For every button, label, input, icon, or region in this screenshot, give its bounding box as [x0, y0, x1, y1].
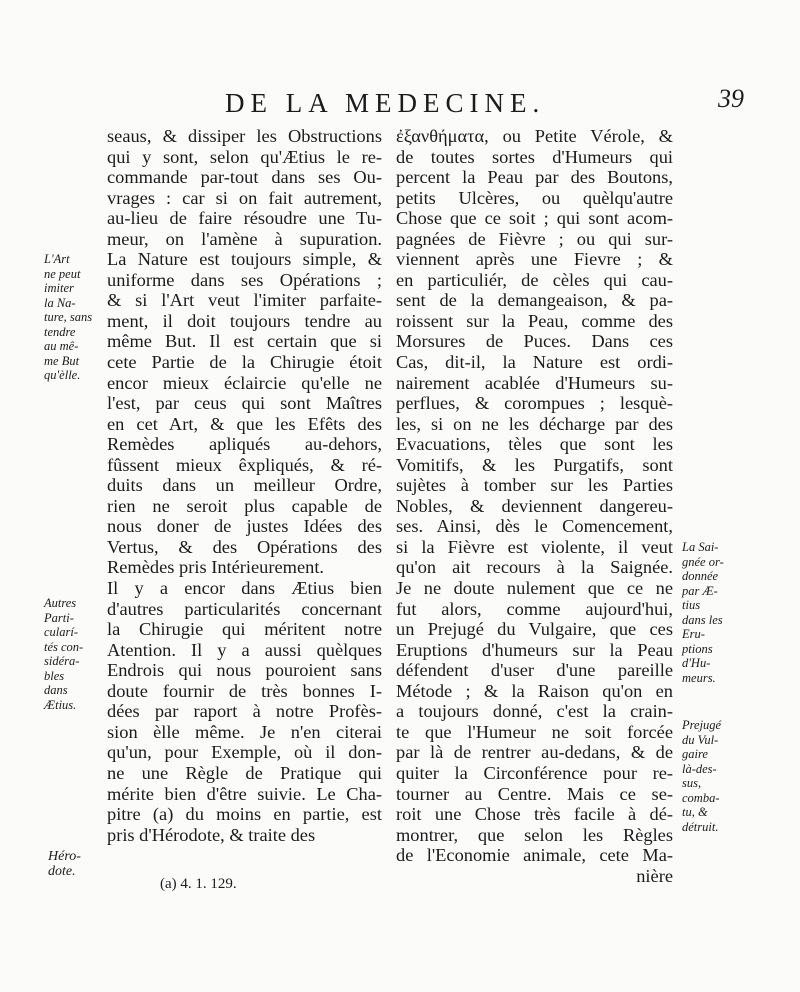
text-line: viennent après une Fievre ; &	[396, 249, 673, 270]
right-text-column	[396, 126, 673, 886]
text-line: vrages : car si on fait autrement,	[107, 187, 382, 208]
text-line: Remèdes apliqués au-dehors,	[107, 434, 382, 455]
margin-note-line: tu, &	[682, 805, 708, 819]
text-line: Nobles, & deviennent dangereu-	[396, 495, 673, 516]
text-line: nous doner de justes Idées des	[107, 516, 382, 537]
margin-note-line: bles	[44, 668, 65, 683]
text-line: un Prejugé du Vulgaire, que ces	[396, 619, 673, 640]
text-line: uniforme dans ses Opérations ;	[107, 269, 382, 290]
text-line: ἐξανθήματα, ou Petite Vérole, &	[396, 126, 673, 146]
text-line: Morsures de Puces. Dans ces	[396, 331, 673, 352]
text-line: roit une Chose très facile à dé-	[396, 804, 673, 825]
text-line: qui y sont, selon qu'Ætius le re-	[107, 146, 382, 167]
text-line: Vertus, & des Opérations des	[107, 536, 382, 557]
text-line: duits dans un meilleur Ordre,	[107, 475, 382, 496]
text-line: ment, il doit toujours tendre au	[107, 310, 382, 331]
margin-note-line: gaire	[682, 747, 708, 761]
text-line: Eruptions d'humeurs sur la Peau	[396, 639, 673, 660]
text-line: l'est, par ceus qui sont Maîtres	[107, 393, 382, 414]
margin-note-art	[44, 252, 92, 383]
text-line: te que l'Humeur ne soit forcée	[396, 721, 673, 742]
text-line: percent la Peau par des Boutons,	[396, 167, 673, 188]
text-line: ne une Règle de Pratique qui	[107, 762, 382, 783]
text-line: rien ne seroit plus capable de	[107, 495, 382, 516]
margin-note-line: la Na-	[44, 295, 76, 310]
text-line: sent de la demangeaison, & pa-	[396, 290, 673, 311]
text-line: au-lieu de faire résoudre une Tu-	[107, 208, 382, 229]
text-line: d'autres particularités concernant	[107, 598, 382, 619]
text-line: quiter la Circonférence pour re-	[396, 762, 673, 783]
page-number: 39	[718, 84, 744, 113]
text-line: qu'un, pour Exemple, où il don-	[107, 742, 382, 763]
text-line: Remèdes pris Intérieurement.	[107, 557, 325, 578]
text-line: sion èlle même. Je n'en citerai	[107, 721, 382, 742]
text-line: La Nature est toujours simple, &	[107, 249, 382, 270]
margin-note-saignee	[682, 540, 724, 685]
margin-note-line: tés con-	[44, 639, 84, 654]
margin-note-line: Eru-	[682, 627, 705, 641]
text-line: petits Ulcères, ou quèlqu'autre	[396, 187, 673, 208]
margin-note-line: tius	[682, 598, 701, 612]
text-line: Cas, dit-il, la Nature est ordi-	[396, 352, 673, 373]
text-line: encor mieux éclaircie qu'elle ne	[107, 372, 382, 393]
margin-note-prejuge	[682, 718, 721, 834]
text-line: si la Fièvre est violente, il veut	[396, 536, 673, 557]
text-line: nairement acablée d'Humeurs su-	[396, 372, 673, 393]
text-line: nière	[636, 865, 673, 886]
text-line: commande par-tout dans ses Ou-	[107, 167, 382, 188]
text-line: & si l'Art veut l'imiter parfaite-	[107, 290, 382, 311]
text-line: Je ne doute nulement que ce ne	[396, 578, 673, 599]
running-header: DE LA MEDECINE.	[225, 88, 546, 118]
margin-note-line: au mê-	[44, 339, 79, 353]
text-line: meur, on l'amène à supuration.	[107, 228, 382, 249]
text-line: en cet Art, & que les Efêts des	[107, 413, 382, 434]
margin-note-line: Ætius.	[44, 697, 77, 712]
margin-note-line: détruit.	[682, 819, 719, 834]
text-line: de l'Economie animale, cete Ma-	[396, 845, 673, 866]
margin-note-line: cularí-	[44, 625, 79, 639]
text-line: seaus, & dissiper les Obstructions	[107, 126, 382, 146]
margin-note-line: dans les	[682, 612, 723, 627]
text-line: de toutes sortes d'Humeurs qui	[396, 146, 673, 167]
text-line: cete Partie de la Chirugie étoit	[107, 352, 382, 373]
margin-note-line: du Vul-	[682, 732, 719, 747]
text-line: par là de rentrer au-dedans, & de	[396, 742, 673, 763]
text-line: fûssent mieux êxpliqués, & ré-	[107, 454, 382, 475]
text-line: en particuliér, de cèles qui cau-	[396, 269, 673, 290]
text-line: Il y a encor dans Ætius bien	[107, 578, 382, 599]
margin-note-line: tendre	[44, 324, 76, 339]
text-line: roissent sur la Peau, comme des	[396, 310, 673, 331]
text-line: fut alors, comme aujourd'hui,	[396, 598, 673, 619]
text-line: dées par raport à notre Profès-	[107, 701, 382, 722]
margin-note-line: comba-	[682, 790, 720, 805]
text-line: Vomitifs, & les Purgatifs, sont	[396, 454, 673, 475]
margin-note-line: dans	[44, 683, 68, 697]
margin-note-line: gnée or-	[682, 554, 724, 569]
text-line: la Chirugie qui méritent notre	[107, 619, 382, 640]
margin-note-line: donnée	[682, 569, 719, 583]
text-line: montrer, que selon les Règles	[396, 824, 673, 845]
margin-note-line: sus,	[682, 776, 702, 790]
margin-note-line: La Sai-	[682, 540, 719, 554]
margin-note-line: Autres	[44, 596, 77, 610]
margin-note-line: meurs.	[682, 670, 716, 685]
left-text-column	[107, 126, 382, 845]
margin-note-line: Parti-	[44, 610, 74, 625]
margin-note-line: imiter	[44, 281, 74, 295]
margin-note-line: sidéra-	[44, 654, 80, 668]
text-line: les, si on ne les décharge par des	[396, 413, 673, 434]
text-line: défendent d'user d'une pareille	[396, 660, 673, 681]
margin-note-line: là-des-	[682, 761, 717, 776]
text-line: sujètes à tomber sur les Parties	[396, 475, 673, 496]
text-line: Chose que ce soit ; qui sont acom-	[396, 208, 673, 229]
text-line: tourner au Centre. Mais ce se-	[396, 783, 673, 804]
text-line: Atention. Il y a aussi quèlques	[107, 639, 382, 660]
margin-note-line: d'Hu-	[682, 656, 711, 670]
margin-note-line: L'Art	[44, 252, 70, 266]
text-line: doute fournir de très bonnes I-	[107, 680, 382, 701]
text-line: Métode ; & la Raison qu'on en	[396, 680, 673, 701]
text-line: a toujours donné, c'est la crain-	[396, 701, 673, 722]
margin-note-line: ture, sans	[44, 310, 93, 324]
text-line: mérite bien d'être suivie. Le Cha-	[107, 783, 382, 804]
text-line: ses. Ainsi, dès le Comencement,	[396, 516, 673, 537]
margin-note-line: ne peut	[44, 266, 81, 281]
margin-note-line: par Æ-	[682, 583, 718, 598]
text-line: pitre (a) du moins en partie, est	[107, 804, 382, 825]
text-line: Evacuations, tèles que sont les	[396, 434, 673, 455]
margin-note-line: dote.	[48, 863, 76, 879]
text-line: perflues, & corompues ; lesquè-	[396, 393, 673, 414]
margin-note-herodote	[48, 850, 81, 879]
text-line: pagnées de Fièvre ; ou qui sur-	[396, 228, 673, 249]
text-line: même But. Il est certain que si	[107, 331, 382, 352]
margin-note-line: qu'èlle.	[44, 368, 81, 382]
footnote: (a) 4. 1. 129.	[160, 876, 237, 892]
text-line: Endrois qui nous pouroient sans	[107, 660, 382, 681]
margin-note-line: Prejugé	[682, 718, 722, 732]
margin-note-line: ptions	[682, 641, 713, 656]
margin-note-line: Héro-	[48, 849, 81, 864]
margin-note-autres-particularites	[44, 596, 83, 712]
text-line: pris d'Hérodote, & traite des	[107, 824, 316, 845]
margin-note-line: me But	[44, 353, 80, 368]
text-line: qu'on ait recours à la Saignée.	[396, 557, 673, 578]
